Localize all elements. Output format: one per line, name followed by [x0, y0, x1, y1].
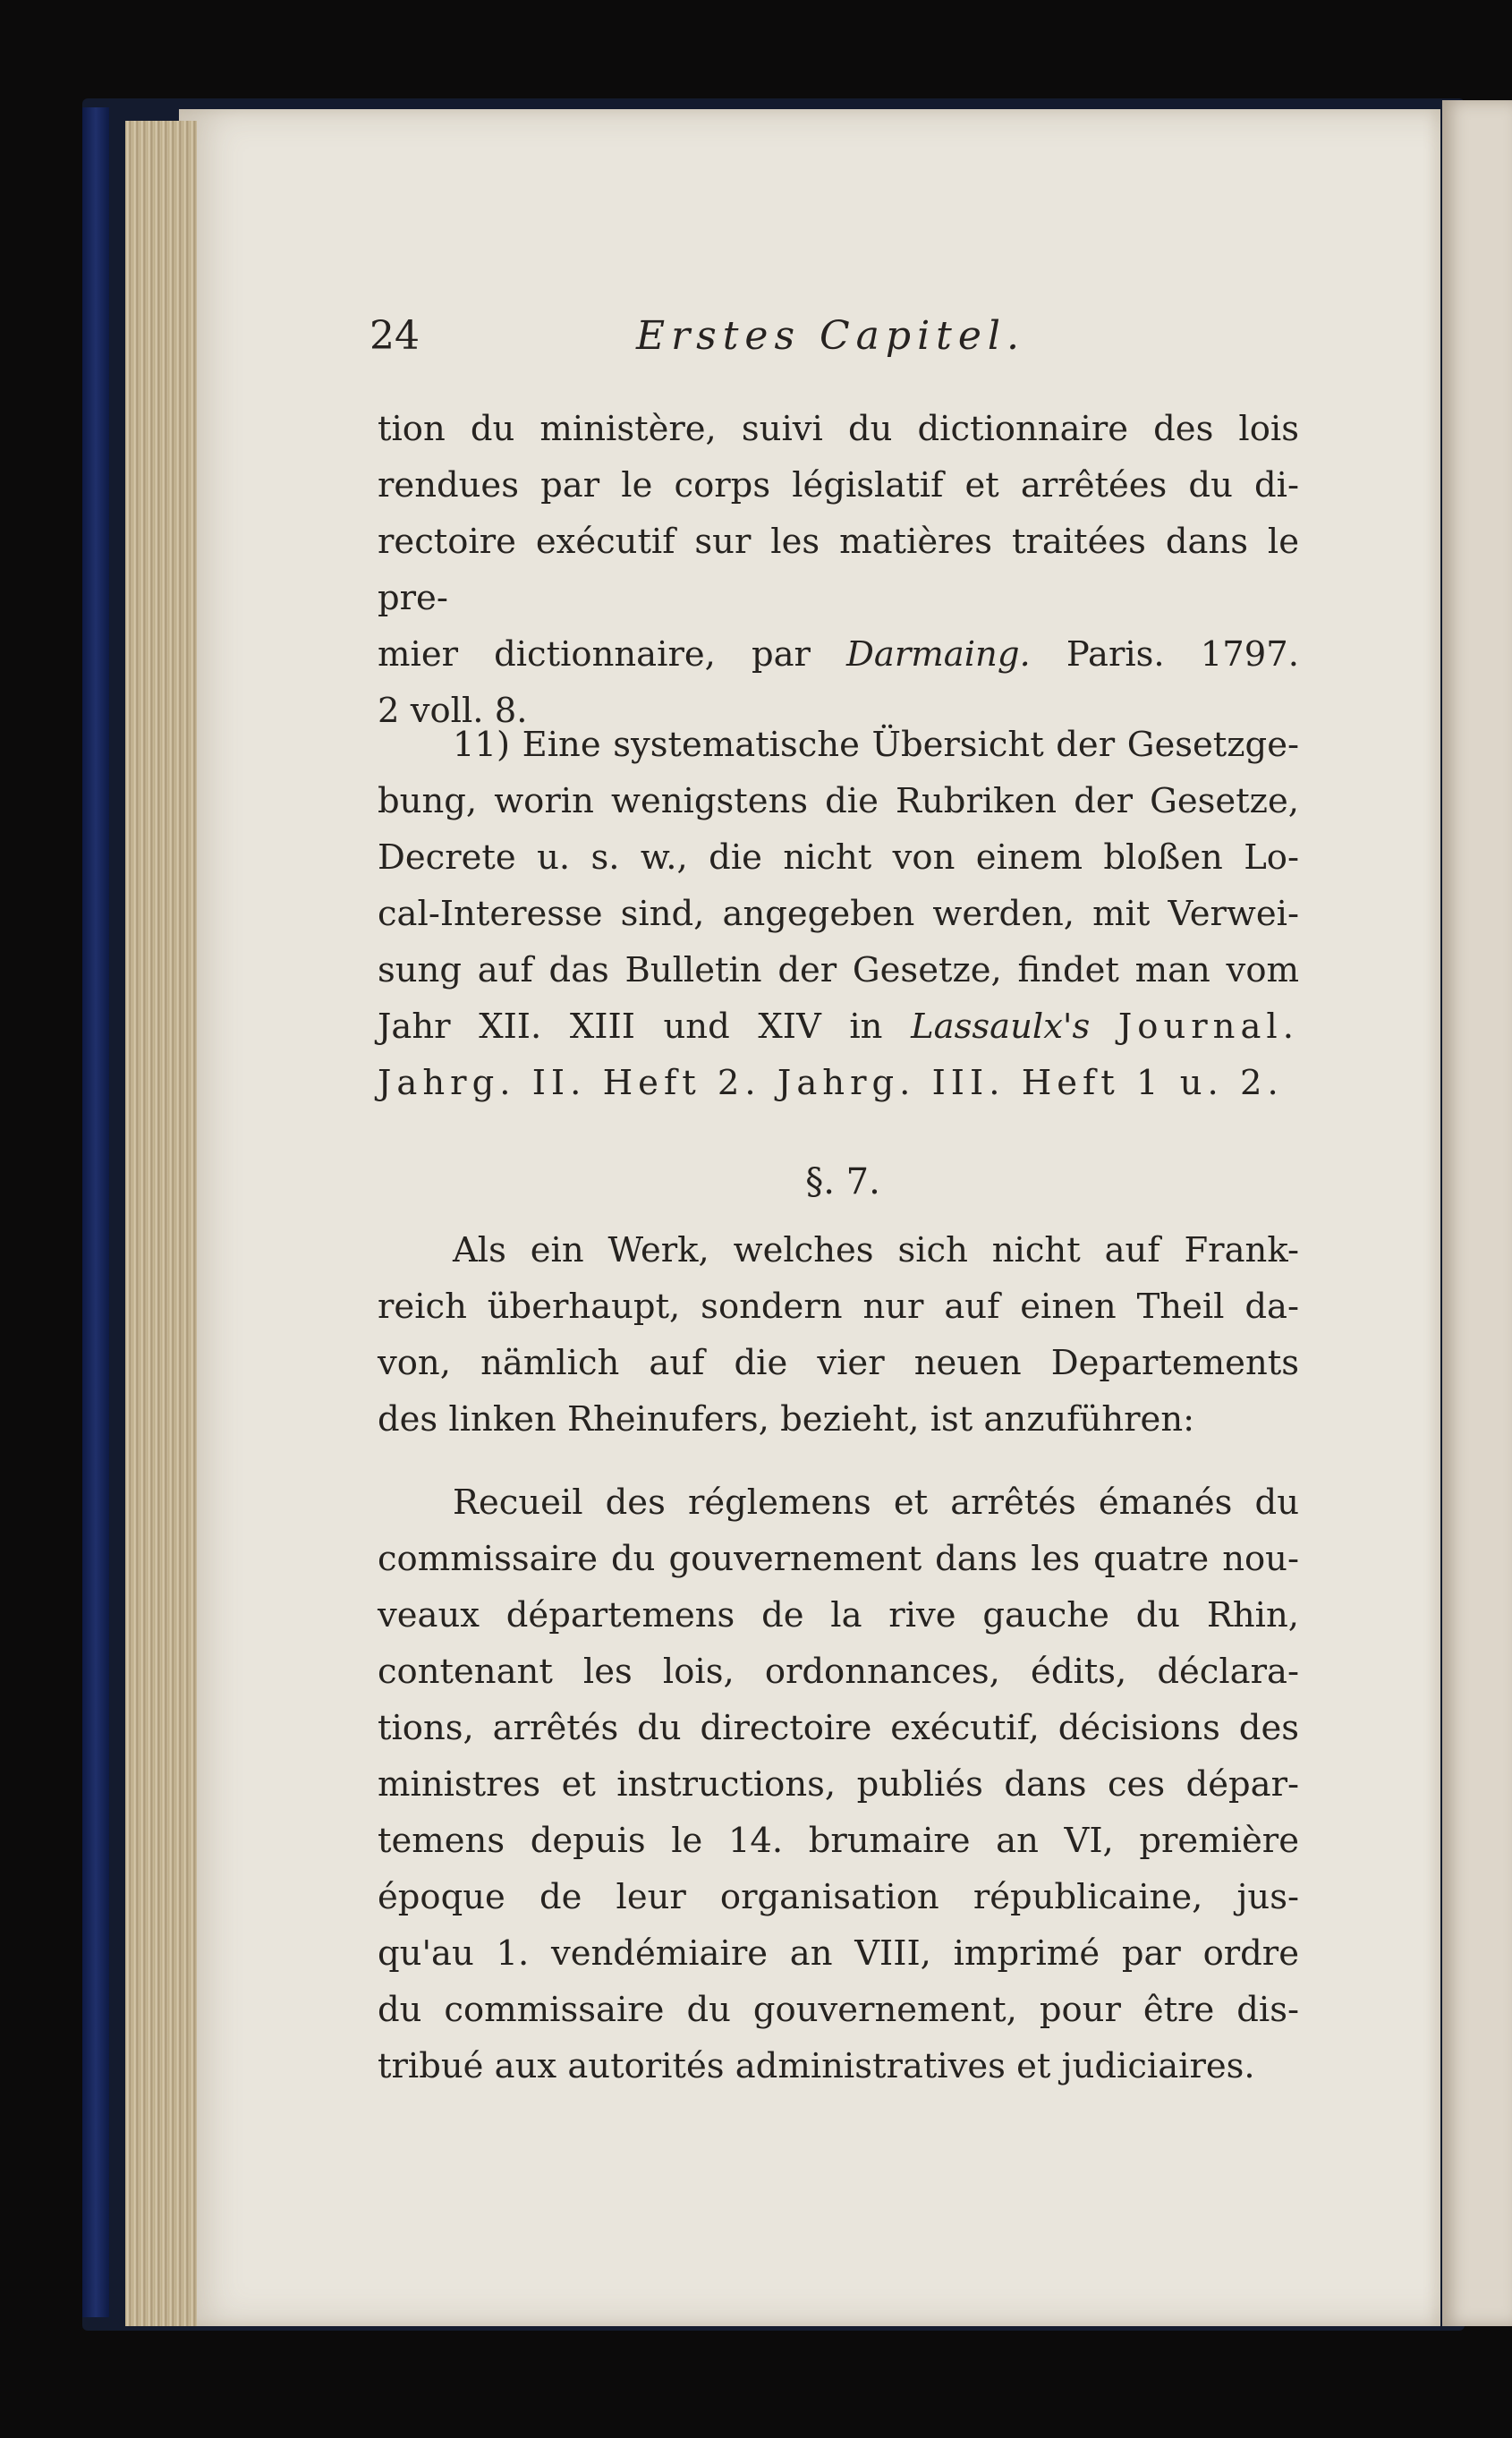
text-line: des linken Rheinufers, bezieht, ist anzuführen: — [378, 1399, 1195, 1440]
text-line: 2 voll. 8. — [378, 691, 528, 731]
text-line: rendues par le corps législatif et arrêtées du di- — [378, 465, 1299, 505]
text-fragment: Jahr XII. XIII und XIV in — [378, 1007, 912, 1047]
page-number: 24 — [370, 313, 420, 359]
text-line: von, nämlich auf die vier neuen Departements — [378, 1343, 1299, 1383]
text-line: Recueil des réglemens et arrêtés émanés du — [453, 1482, 1299, 1523]
page-stack — [125, 121, 197, 2326]
text-line: veaux départemens de la rive gauche du Rhin, — [378, 1595, 1299, 1635]
paragraph-3 — [378, 1222, 1299, 1448]
text-line: ministres et instructions, publiés dans ces dépar- — [378, 1764, 1299, 1805]
journal-author: Lassaulx's — [911, 1007, 1091, 1047]
place-year: Paris. 1797. — [1066, 634, 1299, 675]
section-heading: §. 7. — [805, 1161, 880, 1202]
text-line: sung auf das Bulletin der Gesetze, findet man vom — [378, 950, 1299, 990]
paragraph-2 — [378, 717, 1299, 1111]
text-line: cal-Interesse sind, angegeben werden, mit Verwei- — [378, 894, 1299, 934]
text-line: bung, worin wenigstens die Rubriken der Gesetze, — [378, 781, 1299, 821]
text-line: Als ein Werk, welches sich nicht auf Frank- — [453, 1230, 1299, 1270]
text-line: tion du ministère, suivi du dictionnaire des lois — [378, 409, 1299, 449]
cover-edge — [82, 107, 109, 2317]
text-line: qu'au 1. vendémiaire an VIII, imprimé par ordre — [378, 1933, 1299, 1974]
text-line: du commissaire du gouvernement, pour être dis- — [378, 1990, 1299, 2030]
text-line: tions, arrêtés du directoire exécutif, décisions des — [378, 1708, 1299, 1748]
text-line: commissaire du gouvernement dans les quatre nou- — [378, 1539, 1299, 1579]
paragraph-1 — [378, 401, 1299, 739]
facing-page-edge — [1442, 100, 1512, 2326]
text-line: temens depuis le 14. brumaire an VI, première — [378, 1821, 1299, 1861]
text-line: Jahrg. II. Heft 2. Jahrg. III. Heft 1 u. 2. — [378, 1063, 1284, 1103]
text-fragment: mier dictionnaire, par — [378, 634, 847, 675]
text-line: contenant les lois, ordonnances, édits, déclara- — [378, 1652, 1299, 1692]
page-header — [370, 313, 1300, 376]
text-line — [378, 626, 1299, 683]
running-title: Erstes Capitel. — [636, 313, 1025, 359]
author-name: Darmaing. — [846, 634, 1031, 675]
paragraph-4 — [378, 1474, 1299, 2094]
text-line: époque de leur organisation républicaine, jus- — [378, 1877, 1299, 1917]
text-line: Decrete u. s. w., die nicht von einem bloßen Lo- — [378, 837, 1299, 878]
text-line: 11) Eine systematische Übersicht der Gesetzge- — [453, 725, 1299, 765]
journal-word: Journal. — [1117, 1007, 1299, 1047]
text-line: rectoire exécutif sur les matières traitées dans le pre- — [378, 522, 1299, 618]
text-line — [378, 998, 1299, 1055]
text-line: reich überhaupt, sondern nur auf einen Theil da- — [378, 1287, 1299, 1327]
text-line: tribué aux autorités administratives et judiciaires. — [378, 2046, 1255, 2086]
